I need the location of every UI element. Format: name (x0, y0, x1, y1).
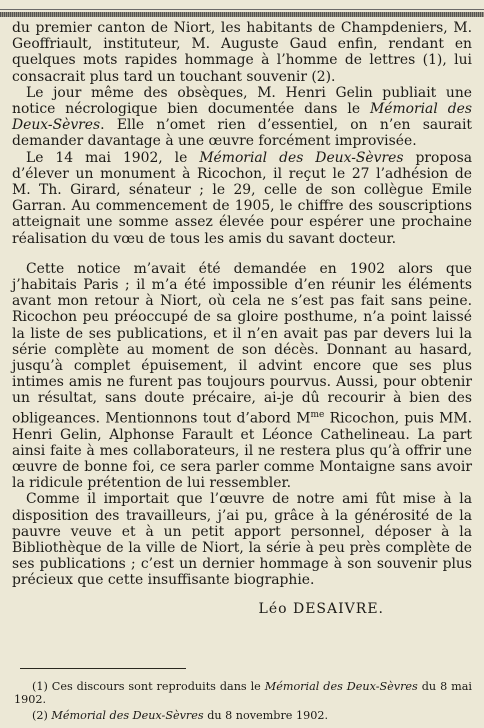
paragraph-4: Cette notice m’avait été demandée en 1902 alors que j’habitais Paris ; il m’a été impossible d’en réunir les éléments avant mon retour à Niort, où cela ne s’est pas fait sans peine. Ricochon peu préoccupé de sa gloire posthume, n’a point laissé la liste de ses publications, et il n’en avait pas par devers lui la série complète au moment de son décès. Donnant au hasard, jusqu’à complet épuisement, il advint encore que ses plus intimes amis ne furent pas toujours pourvus. Aussi, pour obtenir un résultat, sans doute précaire, ai-je dû recourir à bien des obligeances. Mentionnons tout d’abord $M^{me}$ Ricochon, puis MM. Henri Gelin, Alphonse Farault et Léonce Cathelineau. La part ainsi faite à mes collaborateurs, il ne restera plus qu’à offrir une œuvre de bonne foi, ce sera parler comme Montaigne sans avoir la ridicule prétention de lui ressembler. (12, 260, 472, 492)
paragraph-1: du premier canton de Niort, les habitants de Champdeniers, M. Geoffriault, instituteur, M. Auguste Gaud enfin, rendant en quelques mots rapides hommage à l’homme de lettres (1), lui consacrait plus tard un touchant souvenir (2). (12, 20, 472, 85)
article-body (12, 20, 472, 617)
footnote-divider (20, 668, 186, 669)
paragraph-2: Le jour même des obsèques, M. Henri Gelin publiait une notice nécrologique bien documentée dans le Mémorial des Deux-Sèvres. Elle n’omet rien d’essentiel, on n’en saurait demander davantage à une œuvre forcément improvisée. (12, 84, 472, 150)
footnotes (14, 680, 472, 725)
footnote-2: (2) Mémorial des Deux-Sèvres du 8 novembre 1902. (32, 709, 328, 722)
paragraph-3: Le 14 mai 1902, le Mémorial des Deux-Sèvres proposa d’élever un monument à Ricochon, il reçut le 27 l’adhésion de M. Th. Girard, sénateur ; le 29, celle de son collègue Emile Garran. Au commencement de 1905, le chiffre des souscriptions atteignait une somme assez élevée pour espérer une prochaine réalisation du vœu de tous les amis du savant docteur. (12, 149, 473, 247)
paragraph-5: Comme il importait que l’œuvre de notre ami fût mise à la disposition des travailleurs, j’ai pu, grâce à la générosité de la pauvre veuve et à un petit apport personnel, déposer à la Bibliothèque de la ville de Niort, la série à peu près complète de ses publications ; c’est un dernier hommage à son souvenir plus précieux que cette insuffisante biographie. (12, 491, 472, 589)
footnote-1: (1) Ces discours sont reproduits dans le Mémorial des Deux-Sèvres du 8 mai 1902. (14, 680, 472, 706)
author-signature: Léo DESAIVRE. (258, 600, 384, 617)
header-rule (0, 12, 484, 17)
